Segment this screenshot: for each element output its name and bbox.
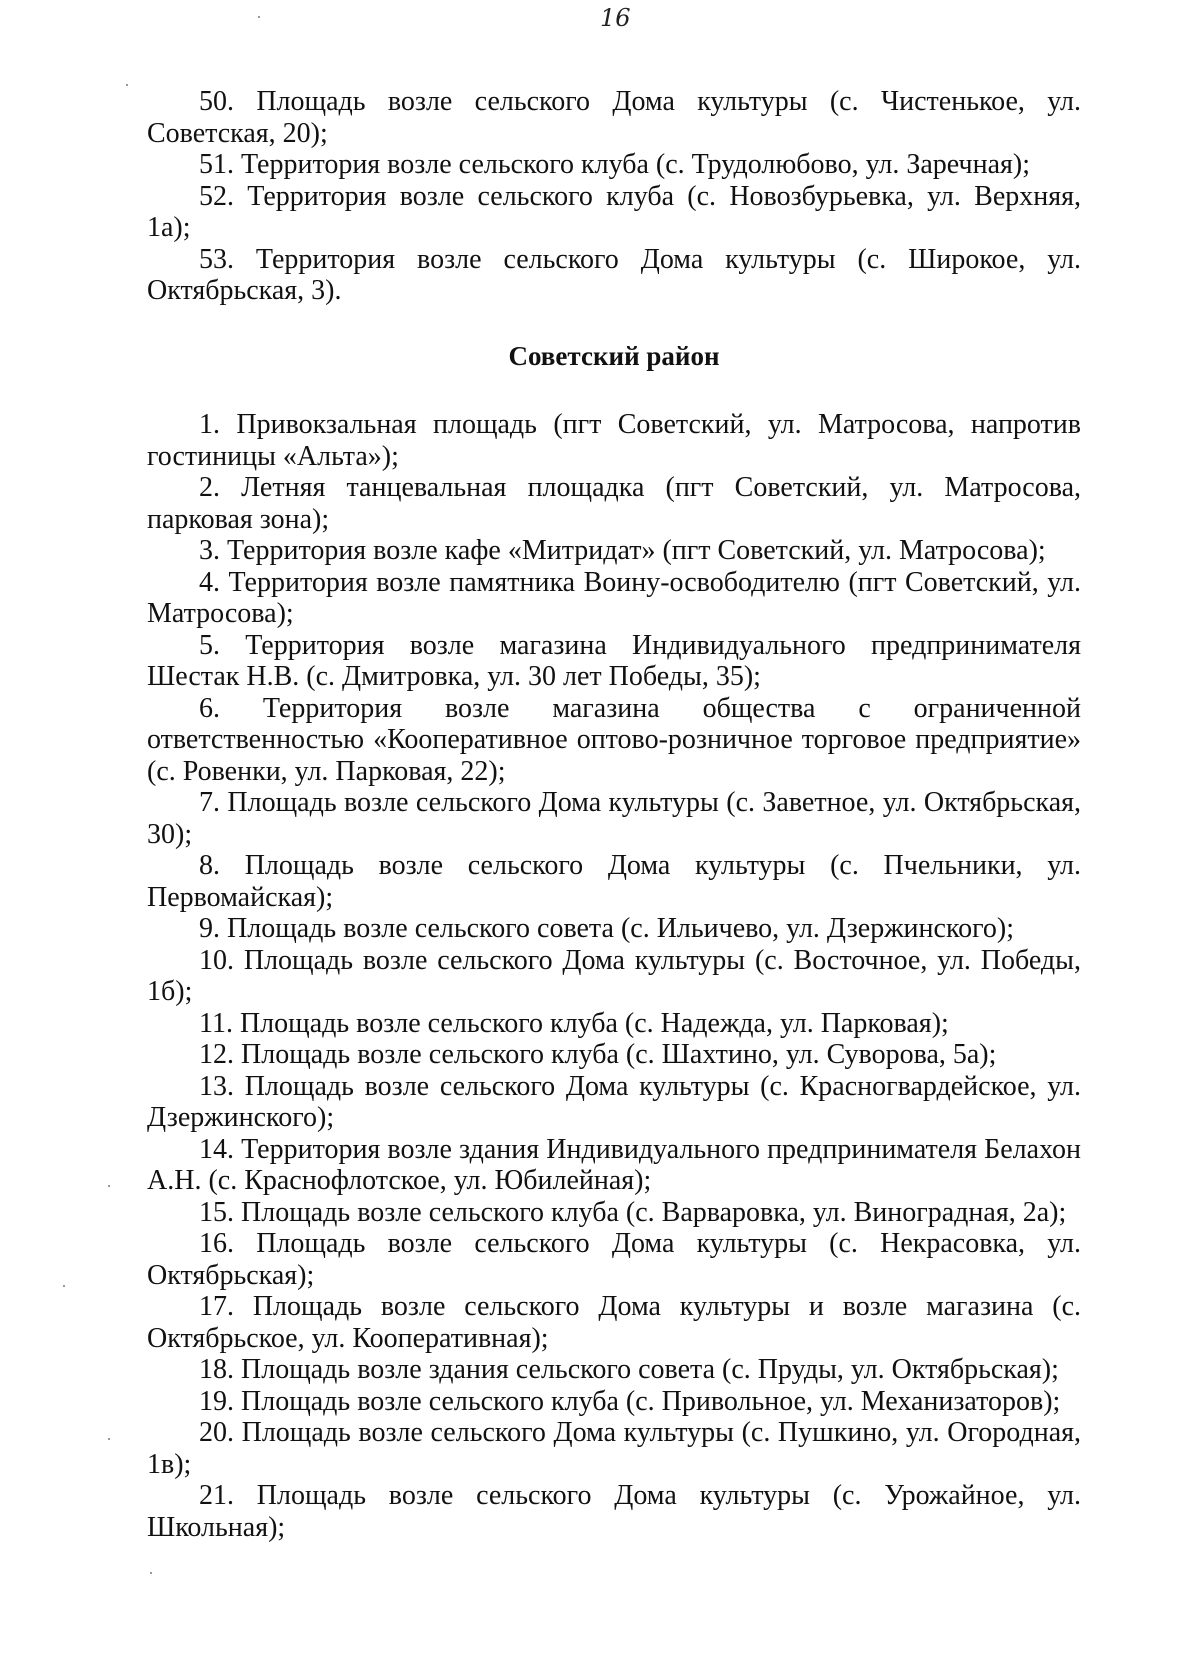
list-item: 1. Привокзальная площадь (пгт Советский, ул. Матросова, напротив гостиницы «Альта»); [147, 409, 1081, 472]
list-item: 6. Территория возле магазина общества с ограниченной ответственностью «Кооперативное оптово-розничное торговое предприятие» (с. Ровенки, ул. Парковая, 22); [147, 692, 1081, 787]
list-item: 17. Площадь возле сельского Дома культуры и возле магазина (с. Октябрьское, ул. Кооперативная); [147, 1291, 1081, 1354]
page-number: 16 [600, 4, 631, 32]
list-item: 20. Площадь возле сельского Дома культуры (с. Пушкино, ул. Огородная, 1в); [147, 1417, 1081, 1480]
list-item: 5. Территория возле магазина Индивидуального предпринимателя Шестак Н.В. (с. Дмитровка, ул. 30 лет Победы, 35); [147, 629, 1081, 692]
scan-speck [108, 1438, 110, 1440]
list-item: 12. Площадь возле сельского клуба (с. Шахтино, ул. Суворова, 5а); [199, 1039, 997, 1070]
list-item: 13. Площадь возле сельского Дома культуры (с. Красногвардейское, ул. Дзержинского); [147, 1070, 1081, 1133]
list-item: 2. Летняя танцевальная площадка (пгт Советский, ул. Матросова, парковая зона); [147, 472, 1081, 535]
list-item: 7. Площадь возле сельского Дома культуры (с. Заветное, ул. Октябрьская, 30); [147, 787, 1081, 850]
list-item: 16. Площадь возле сельского Дома культуры (с. Некрасовка, ул. Октябрьская); [147, 1228, 1081, 1291]
list-item: 52. Территория возле сельского клуба (с. Новозбурьевка, ул. Верхняя, 1а); [147, 180, 1081, 243]
list-item: 15. Площадь возле сельского клуба (с. Варваровка, ул. Виноградная, 2а); [199, 1196, 1067, 1228]
list-item: 21. Площадь возле сельского Дома культуры (с. Урожайное, ул. Школьная); [147, 1480, 1081, 1543]
scan-speck [126, 84, 128, 86]
list-item: 3. Территория возле кафе «Митридат» (пгт Советский, ул. Матросова); [199, 535, 1046, 566]
scan-speck [150, 1572, 152, 1574]
list-item: 4. Территория возле памятника Воину-освободителю (пгт Советский, ул. Матросова); [147, 566, 1081, 629]
list-item: 51. Территория возле сельского клуба (с. Трудолюбово, ул. Заречная); [199, 149, 1030, 180]
list-item: 19. Площадь возле сельского клуба (с. Привольное, ул. Механизаторов); [199, 1385, 1061, 1417]
scan-speck [258, 16, 260, 18]
list-item: 8. Площадь возле сельского Дома культуры (с. Пчельники, ул. Первомайская); [147, 850, 1081, 913]
list-item: 11. Площадь возле сельского клуба (с. Надежда, ул. Парковая); [199, 1007, 949, 1039]
list-item: 53. Территория возле сельского Дома культуры (с. Широкое, ул. Октябрьская, 3). [147, 243, 1081, 306]
scan-speck [63, 1285, 65, 1287]
scan-speck [108, 1185, 110, 1187]
list-item: 9. Площадь возле сельского совета (с. Ильичево, ул. Дзержинского); [199, 913, 1015, 944]
list-item: 10. Площадь возле сельского Дома культуры (с. Восточное, ул. Победы, 1б); [147, 944, 1081, 1007]
list-item: 18. Площадь возле здания сельского совета (с. Пруды, ул. Октябрьская); [199, 1354, 1059, 1385]
document-body [147, 86, 1081, 1543]
list-item: 50. Площадь возле сельского Дома культуры (с. Чистенькое, ул. Советская, 20); [147, 86, 1081, 149]
section-heading: Советский район [508, 340, 720, 371]
list-item: 14. Территория возле здания Индивидуального предпринимателя Белахон А.Н. (с. Краснофлотское, ул. Юбилейная); [147, 1133, 1081, 1196]
